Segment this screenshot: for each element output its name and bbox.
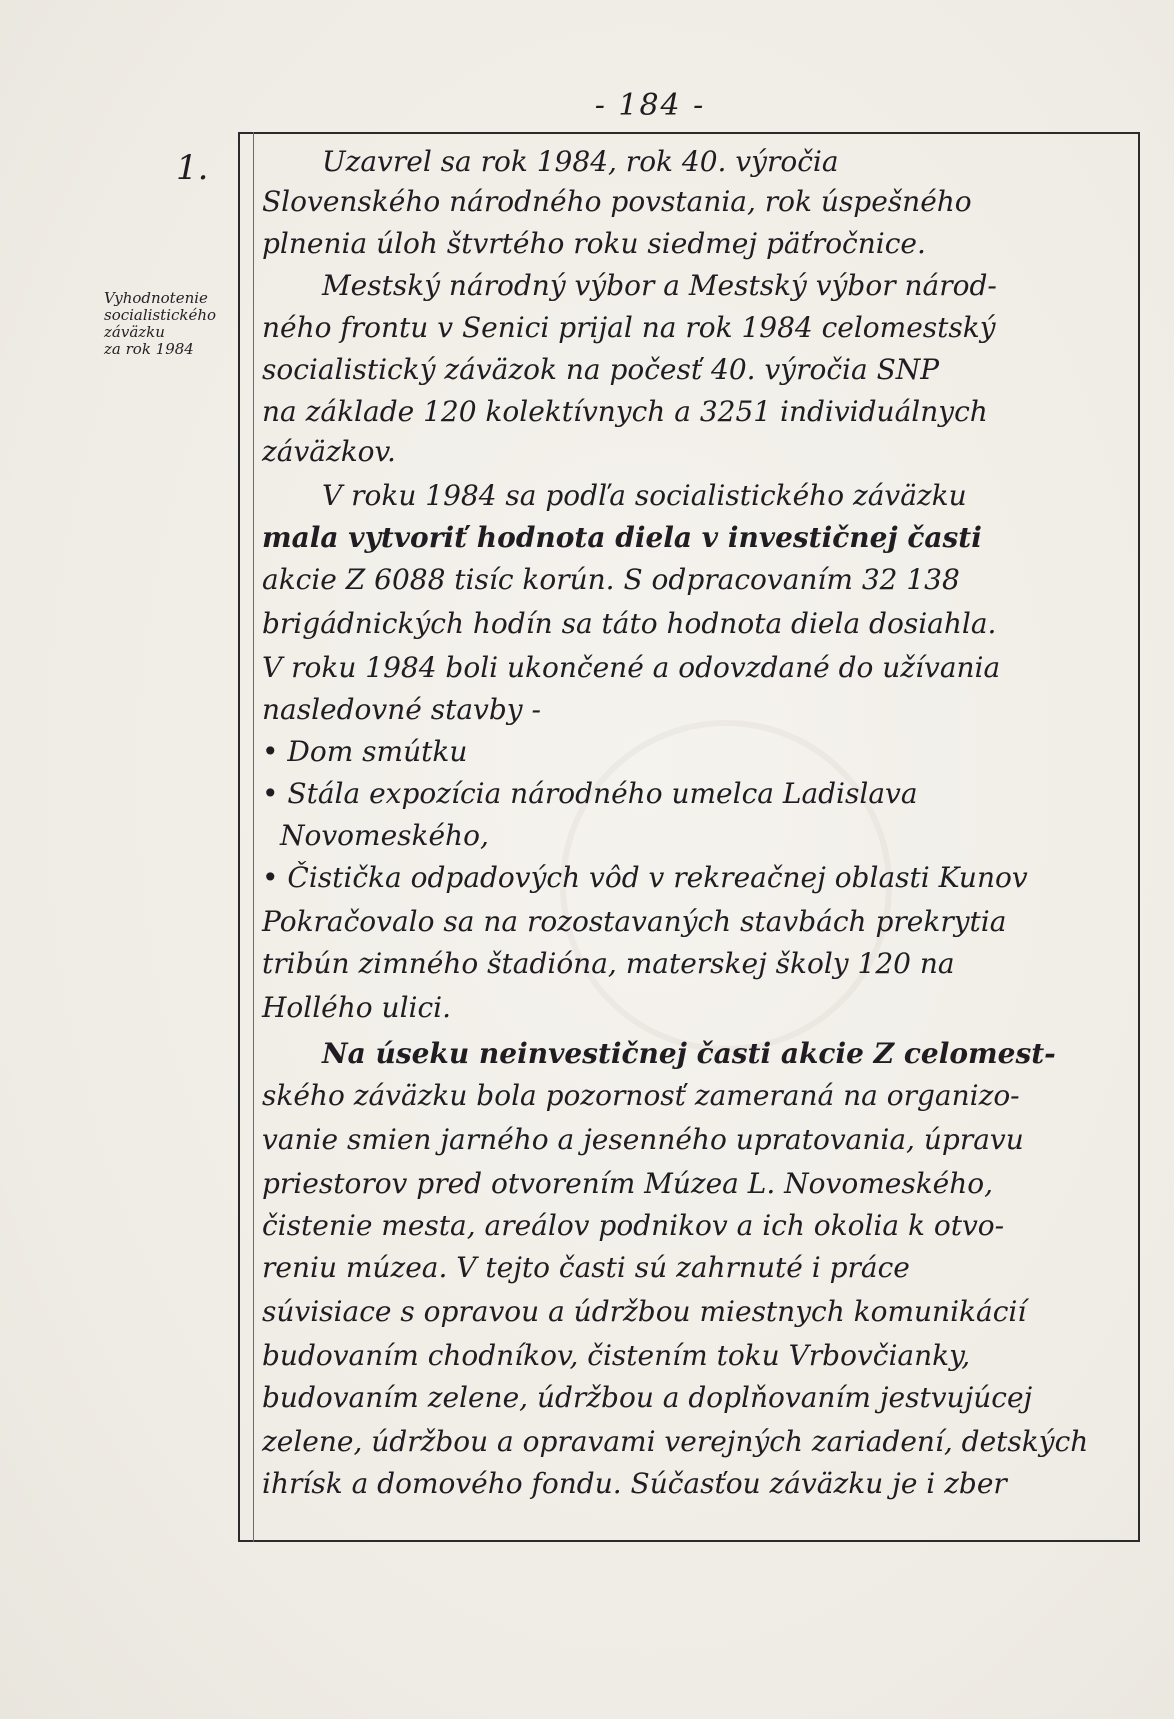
body-line: vanie smien jarného a jesenného upratovania, úpravu (262, 1123, 1024, 1156)
body-line: V roku 1984 sa podľa socialistického záväzku (322, 479, 967, 512)
body-line: nasledovné stavby - (262, 693, 541, 726)
body-line: priestorov pred otvorením Múzea L. Novomeského, (262, 1167, 994, 1200)
body-line: Na úseku neinvestičnej časti akcie Z celomest- (322, 1037, 1056, 1070)
body-line: Uzavrel sa rok 1984, rok 40. výročia (322, 145, 839, 178)
body-line: súvisiace s opravou a údržbou miestnych komunikácií (262, 1295, 1027, 1328)
body-line: záväzkov. (262, 435, 396, 468)
body-line: zelene, údržbou a opravami verejných zariadení, detských (262, 1425, 1089, 1458)
body-line: ihrísk a domového fondu. Súčasťou záväzku je i zber (262, 1467, 1007, 1500)
frame-margin-rule (238, 132, 254, 1542)
entry-number: 1. (176, 148, 209, 188)
body-line: plnenia úloh štvrtého roku siedmej päťročnice. (262, 227, 926, 260)
body-line: akcie Z 6088 tisíc korún. S odpracovaním 32 138 (262, 563, 960, 596)
body-line: Slovenského národného povstania, rok úspešného (262, 185, 972, 218)
body-line: budovaním chodníkov, čistením toku Vrbovčianky, (262, 1339, 971, 1372)
body-line: • Stála expozícia národného umelca Ladislava (262, 777, 918, 810)
margin-note-line: socialistického (104, 306, 217, 324)
body-line: čistenie mesta, areálov podnikov a ich okolia k otvo- (262, 1209, 1005, 1242)
margin-note-line: Vyhodnotenie (104, 289, 208, 307)
body-line: reniu múzea. V tejto časti sú zahrnuté i práce (262, 1251, 910, 1284)
margin-note-line: záväzku (104, 323, 165, 341)
body-line: V roku 1984 boli ukončené a odovzdané do užívania (262, 651, 1001, 684)
handwritten-body (262, 138, 1138, 1538)
page-number: - 184 - (594, 88, 706, 123)
body-line: socialistický záväzok na počesť 40. výročia SNP (262, 353, 940, 386)
body-line: Pokračovalo sa na rozostavaných stavbách prekrytia (262, 905, 1007, 938)
body-line: Hollého ulici. (262, 991, 452, 1024)
body-line: ského záväzku bola pozornosť zameraná na organizo- (262, 1079, 1020, 1112)
body-line: • Dom smútku (262, 735, 468, 768)
body-line: tribún zimného štadióna, materskej školy 120 na (262, 947, 955, 980)
body-line: Mestský národný výbor a Mestský výbor národ- (322, 269, 997, 302)
body-line: na základe 120 kolektívnych a 3251 individuálnych (262, 395, 988, 428)
body-line: budovaním zelene, údržbou a doplňovaním jestvujúcej (262, 1381, 1033, 1414)
body-line: brigádnických hodín sa táto hodnota diela dosiahla. (262, 607, 997, 640)
margin-note (104, 290, 244, 358)
body-line: ného frontu v Senici prijal na rok 1984 celomestský (262, 311, 996, 344)
body-line: Novomeského, (280, 819, 489, 852)
body-line: • Čistička odpadových vôd v rekreačnej oblasti Kunov (262, 861, 1028, 894)
body-line: mala vytvoriť hodnota diela v investičnej časti (262, 521, 982, 554)
margin-note-line: za rok 1984 (104, 340, 194, 358)
